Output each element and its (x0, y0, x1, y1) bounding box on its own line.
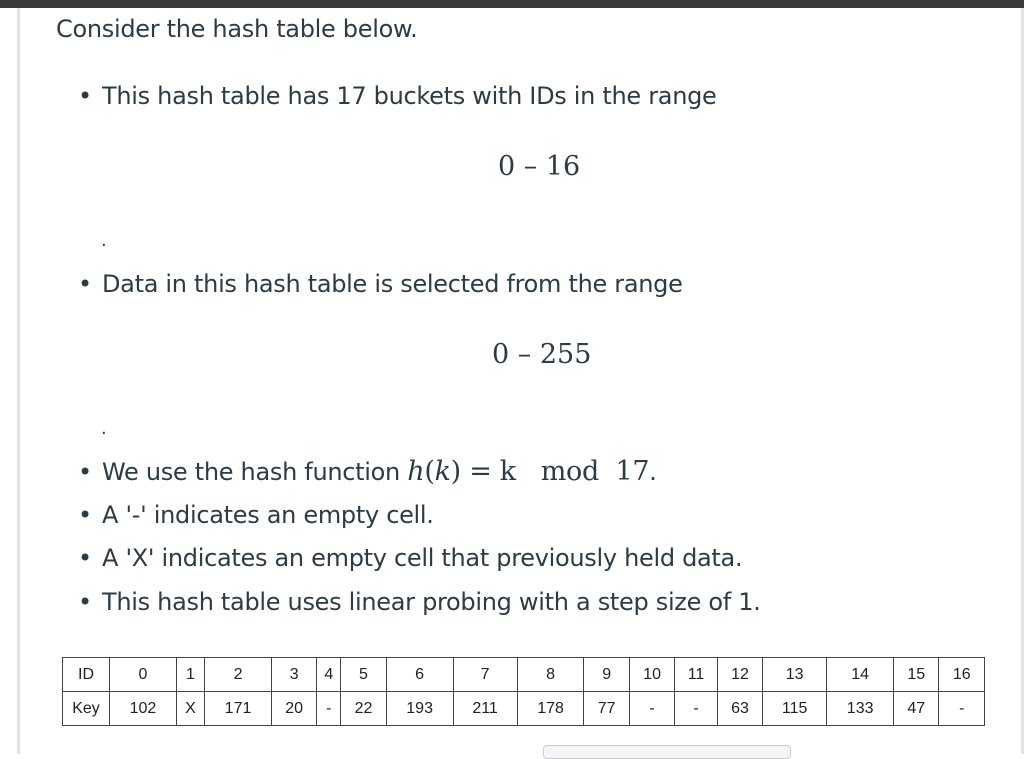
key-cell: - (317, 692, 341, 726)
id-cell: 7 (453, 658, 517, 692)
bullet-data-range: • Data in this hash table is selected from the range (78, 270, 683, 298)
bullet-empty-cell: • A '-' indicates an empty cell. (78, 501, 434, 529)
key-cell: 47 (894, 692, 939, 726)
id-cell: 0 (110, 658, 177, 692)
period-marker: . (101, 230, 107, 251)
id-cell: 16 (939, 658, 985, 692)
key-cell: 20 (271, 692, 316, 726)
bullet-dot: • (78, 270, 92, 298)
id-row (63, 658, 985, 692)
period-marker: . (101, 418, 107, 439)
range-buckets: 0 – 16 (498, 151, 581, 182)
id-cell: 12 (717, 658, 762, 692)
key-cell: 22 (341, 692, 386, 726)
key-cell: - (675, 692, 718, 726)
id-cell: 10 (629, 658, 674, 692)
bullet-dot: • (78, 458, 92, 486)
bullet-hash-function: • We use the hash function h(k) = k mod 17. (78, 456, 657, 487)
key-cell: 63 (717, 692, 762, 726)
id-cell: 4 (317, 658, 341, 692)
id-cell: 5 (341, 658, 386, 692)
id-cell: 9 (584, 658, 629, 692)
id-cell: 11 (675, 658, 718, 692)
hash-table (62, 657, 985, 726)
key-cell: 211 (453, 692, 517, 726)
bullet-bucket-count: • This hash table has 17 buckets with IDs in the range (78, 82, 717, 110)
answer-box-edge[interactable] (543, 745, 791, 759)
bullet-linear-probing: • This hash table uses linear probing with a step size of 1. (78, 588, 761, 616)
key-cell: 102 (110, 692, 177, 726)
key-cell: - (939, 692, 985, 726)
key-cell: X (176, 692, 204, 726)
bullet-dot: • (78, 544, 92, 572)
key-header: Key (63, 692, 110, 726)
key-cell: 178 (517, 692, 584, 726)
left-border (17, 8, 20, 754)
bullet-dot: • (78, 501, 92, 529)
key-cell: 171 (205, 692, 272, 726)
id-cell: 2 (205, 658, 272, 692)
id-cell: 3 (271, 658, 316, 692)
id-cell: 8 (517, 658, 584, 692)
id-cell: 13 (763, 658, 827, 692)
key-cell: 77 (584, 692, 629, 726)
question-intro: Consider the hash table below. (56, 15, 418, 43)
key-cell: 133 (827, 692, 894, 726)
bullet-deleted-cell: • A 'X' indicates an empty cell that previously held data. (78, 544, 743, 572)
id-header: ID (63, 658, 110, 692)
bullet-dot: • (78, 82, 92, 110)
id-cell: 15 (894, 658, 939, 692)
key-cell: 193 (386, 692, 453, 726)
hash-function-formula: h(k) = k mod 17 (407, 456, 650, 487)
key-cell: 115 (763, 692, 827, 726)
id-cell: 14 (827, 658, 894, 692)
key-cell: - (629, 692, 674, 726)
top-bar (0, 0, 1024, 8)
id-cell: 6 (386, 658, 453, 692)
range-data: 0 – 255 (492, 339, 592, 370)
bullet-dot: • (78, 588, 92, 616)
id-cell: 1 (176, 658, 204, 692)
key-row (63, 692, 985, 726)
